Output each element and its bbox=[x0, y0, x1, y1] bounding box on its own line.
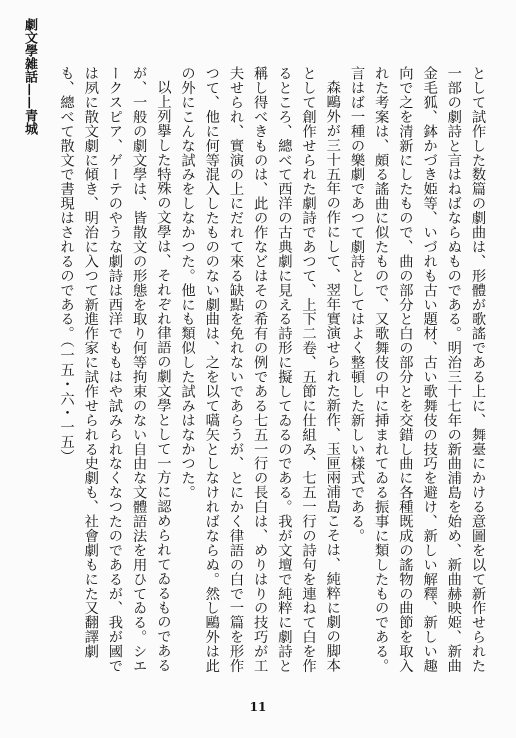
body-text bbox=[58, 66, 490, 686]
paragraph: 以上列擧した特殊の文學は、それぞれ律語の劇文學として一方に認められてゐるものであるが、一般の劇文學は、皆散文の形態を取り何等拘束のない自由な文體語法を用ひてゐる。シエークスピア、ゲーテのやうな劇詩は西洋でももはや試みられなくなつたのであるが、我が國では夙に散文劇に傾き、明治に入つて新進作家に試作せられる史劇も、社會劇もにた又翻譯劇も、總べて散文で書現はされるのである。（一五・六・一五） bbox=[58, 66, 172, 673]
paragraph: 森鷗外が三十五年の作にして、翌年實演せられた新作、玉匣兩浦島こそは、純粹に劇の脚本として創作せられた劇詩であつて、上下二卷、五節に仕組み、七五一行の詩句を連ねて白を作るところ、總べて西洋の古典劇に見える詩形に擬してゐるのである。我が文壇で純粹に劇詩と稱し得べきものは、此の作などはその希有の例である七五一行の長白は、めりはりの技巧が工夫せられ、實演の上にだれて來る缺點を免れないであらうが、とにかく律語の白で一篇を形作つて、他に何等混入したもののない劇曲は、之を以て嚆矢としなければならぬ。然し鷗外は此の外にこんな試みをしなかつた。他にも類似した試みはなかつた。 bbox=[179, 66, 341, 673]
page-number: 11 bbox=[249, 700, 267, 714]
paragraph: として試作した数篇の劇曲は、形體が歌謠である上に、舞臺にかける意圖を以て新作せられた一部の劇詩と言はねばならぬものである。明治三十七年の新曲浦島を始め、新曲赫映姫、新曲金毛狐、鉢かづき姫等、いづれも古い題材、古い歌舞伎の技巧を避け、新しい解釋、新しい趣向で之を清新にしたもので、曲の部分と白の部分とを交錯し曲に各種既成の謠物の曲節を取入れた考案は、頗る謠曲に似たもので、又歌舞伎の中に挿まれてゐる振事に類したものである。言はば一種の樂劇であつて劇詩としてはよく整頓した新しい樣式である。 bbox=[348, 66, 486, 673]
running-head: 劇文學雑話——青城 bbox=[22, 18, 37, 135]
